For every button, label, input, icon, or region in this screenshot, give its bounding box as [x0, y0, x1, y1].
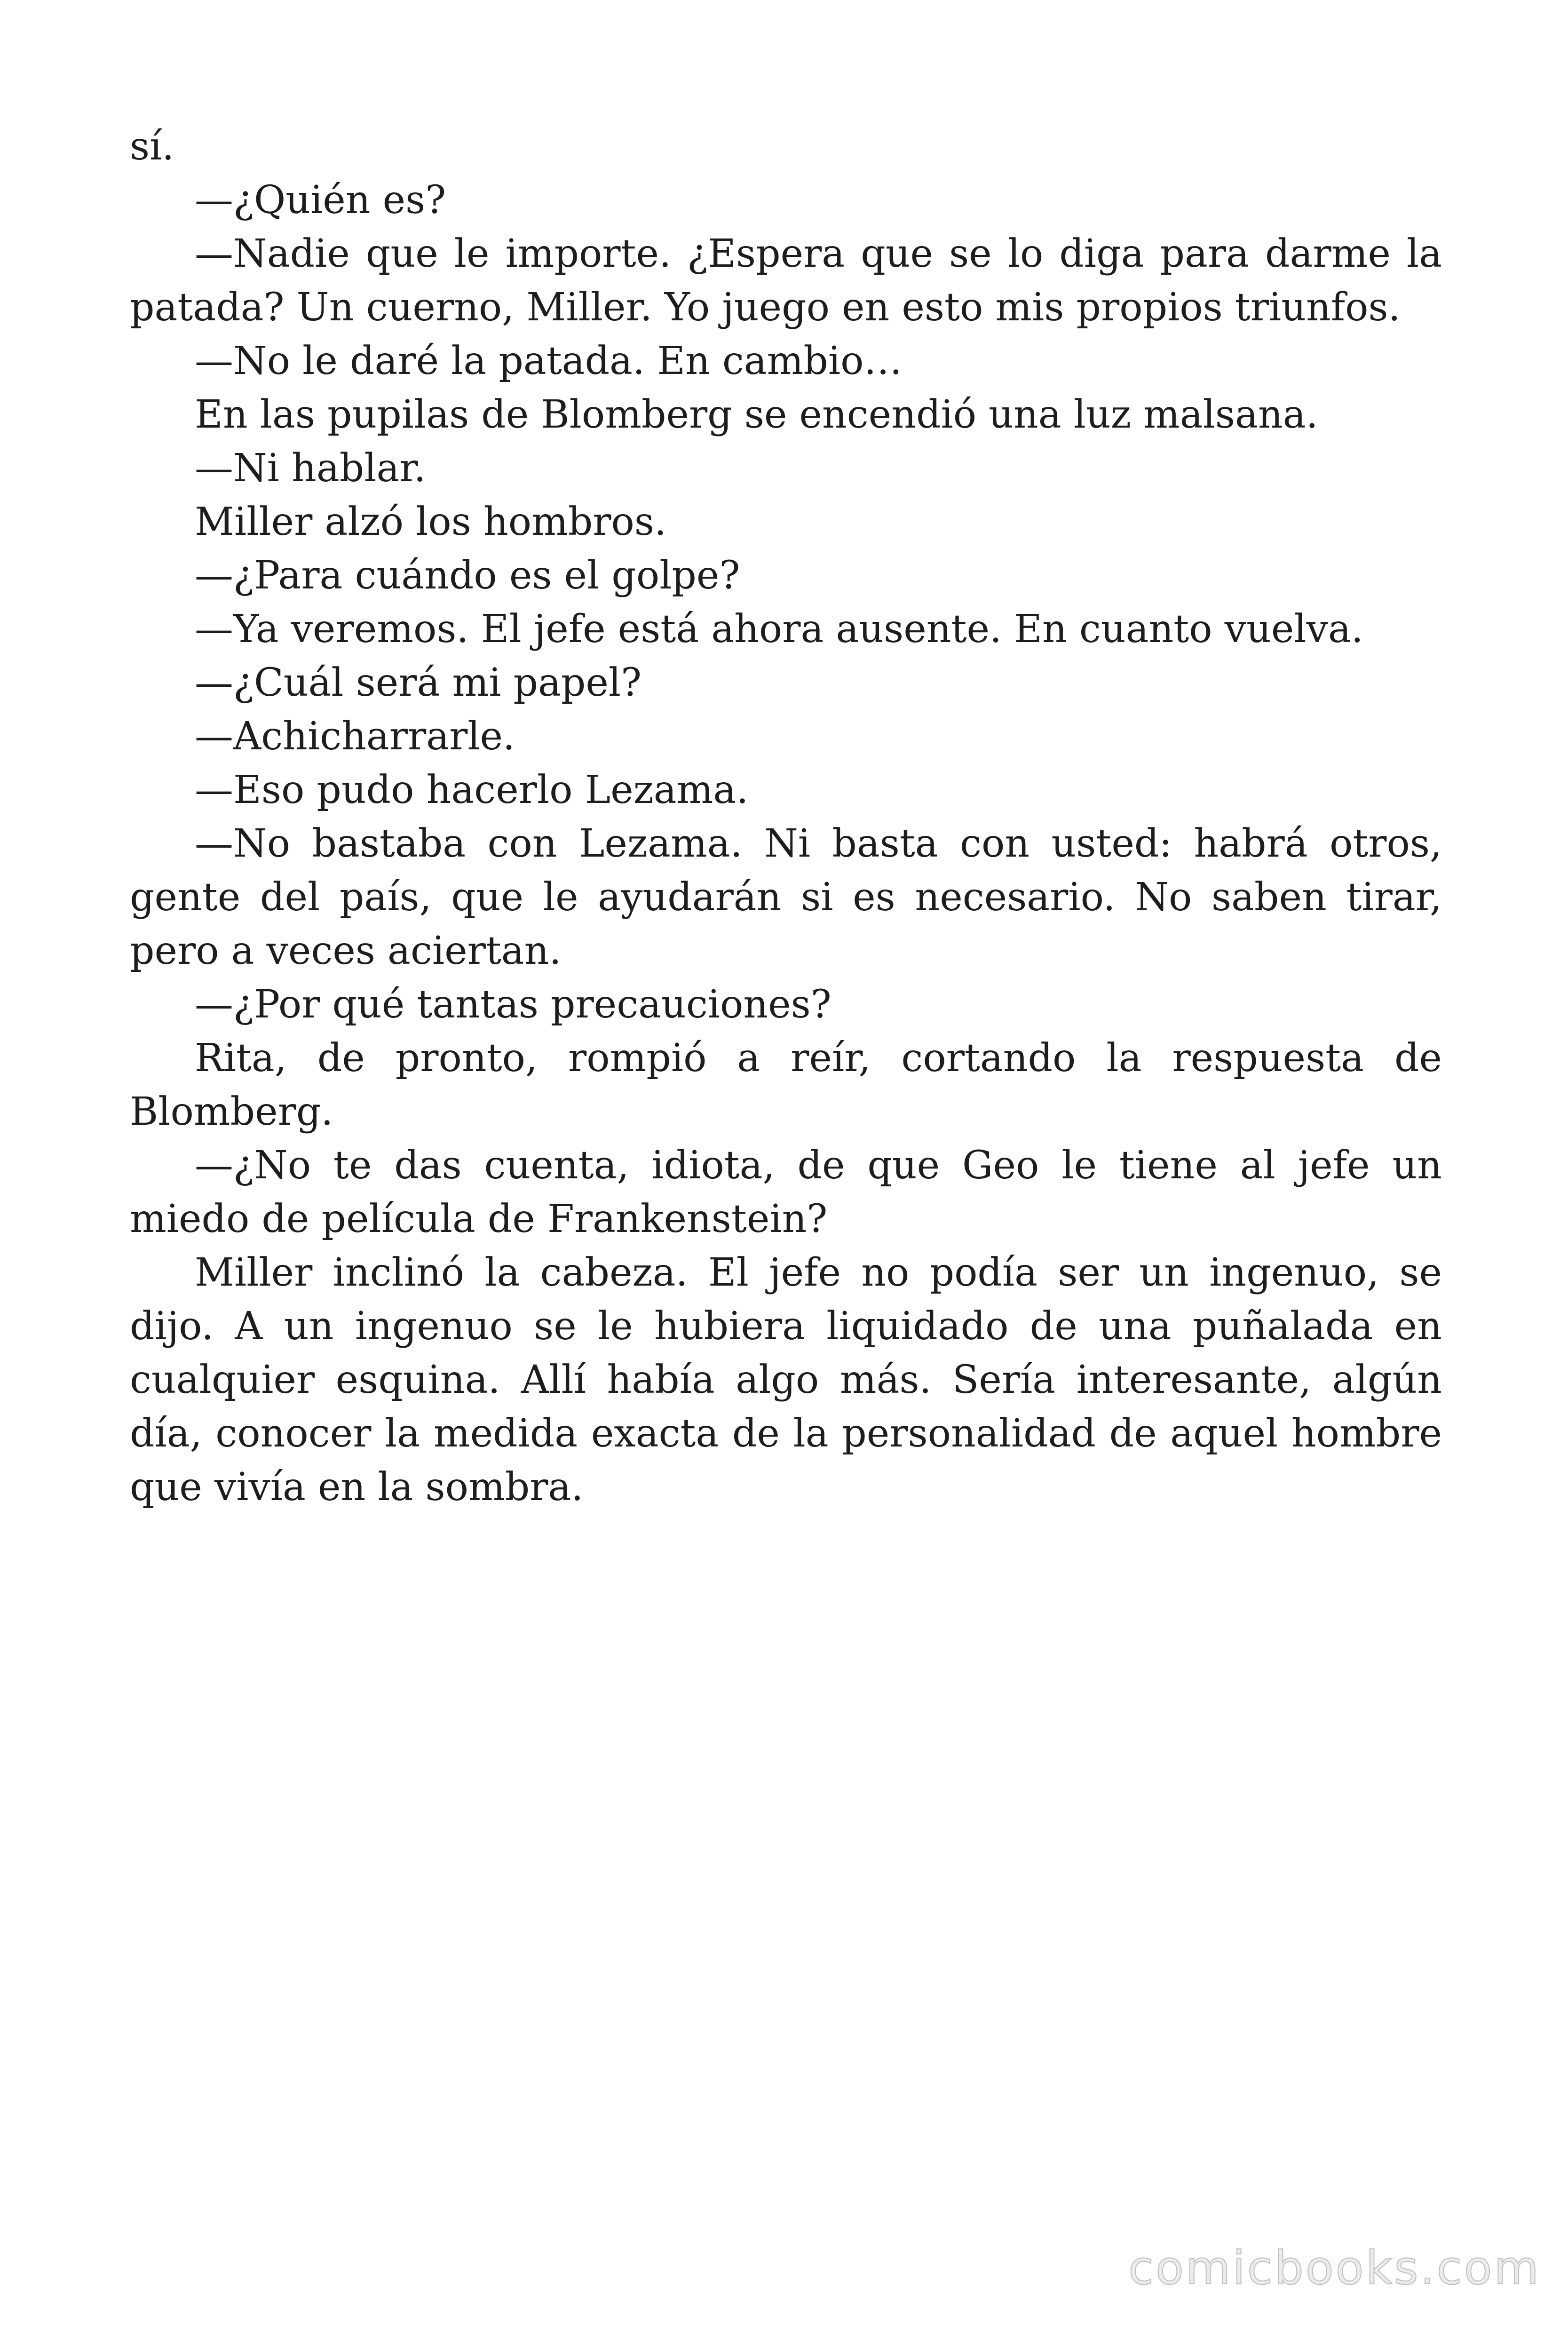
paragraph: —No bastaba con Lezama. Ni basta con usted: habrá otros, gente del país, que le ayudarán si es necesario. No saben tirar, pero a veces aciertan.	[130, 821, 1442, 973]
paragraph: sí.	[130, 124, 174, 169]
paragraph: —¿Para cuándo es el golpe?	[195, 553, 740, 598]
body-text	[130, 120, 1442, 1514]
paragraph: Rita, de pronto, rompió a reír, cortando la respuesta de Blomberg.	[130, 1036, 1442, 1134]
paragraph: —Nadie que le importe. ¿Espera que se lo diga para darme la patada? Un cuerno, Miller. Yo juego en esto mis propios triunfos.	[130, 231, 1442, 330]
paragraph: —Eso pudo hacerlo Lezama.	[195, 768, 749, 812]
paragraph: —Ya veremos. El jefe está ahora ausente. En cuanto vuelva.	[195, 607, 1363, 652]
paragraph: Miller inclinó la cabeza. El jefe no podía ser un ingenuo, se dijo. A un ingenuo se le hubiera liquidado de una puñalada en cualquier esquina. Allí había algo más. Sería interesante, algún día, conocer la medida exacta de la personalidad de aquel hombre que vivía en la sombra.	[130, 1250, 1442, 1510]
paragraph: —¿Cuál será mi papel?	[195, 660, 642, 705]
paragraph: —¿No te das cuenta, idiota, de que Geo le tiene al jefe un miedo de película de Frankenstein?	[130, 1143, 1442, 1241]
paragraph: En las pupilas de Blomberg se encendió una luz malsana.	[195, 392, 1318, 437]
paragraph: —Achicharrarle.	[195, 714, 515, 759]
paragraph: Miller alzó los hombros.	[195, 500, 667, 544]
paragraph: —¿Por qué tantas precauciones?	[195, 982, 832, 1027]
paragraph: —¿Quién es?	[195, 178, 446, 222]
watermark: comicbooks.com	[1128, 2241, 1541, 2295]
paragraph: —No le daré la patada. En cambio…	[195, 339, 903, 383]
paragraph: —Ni hablar.	[195, 446, 426, 491]
